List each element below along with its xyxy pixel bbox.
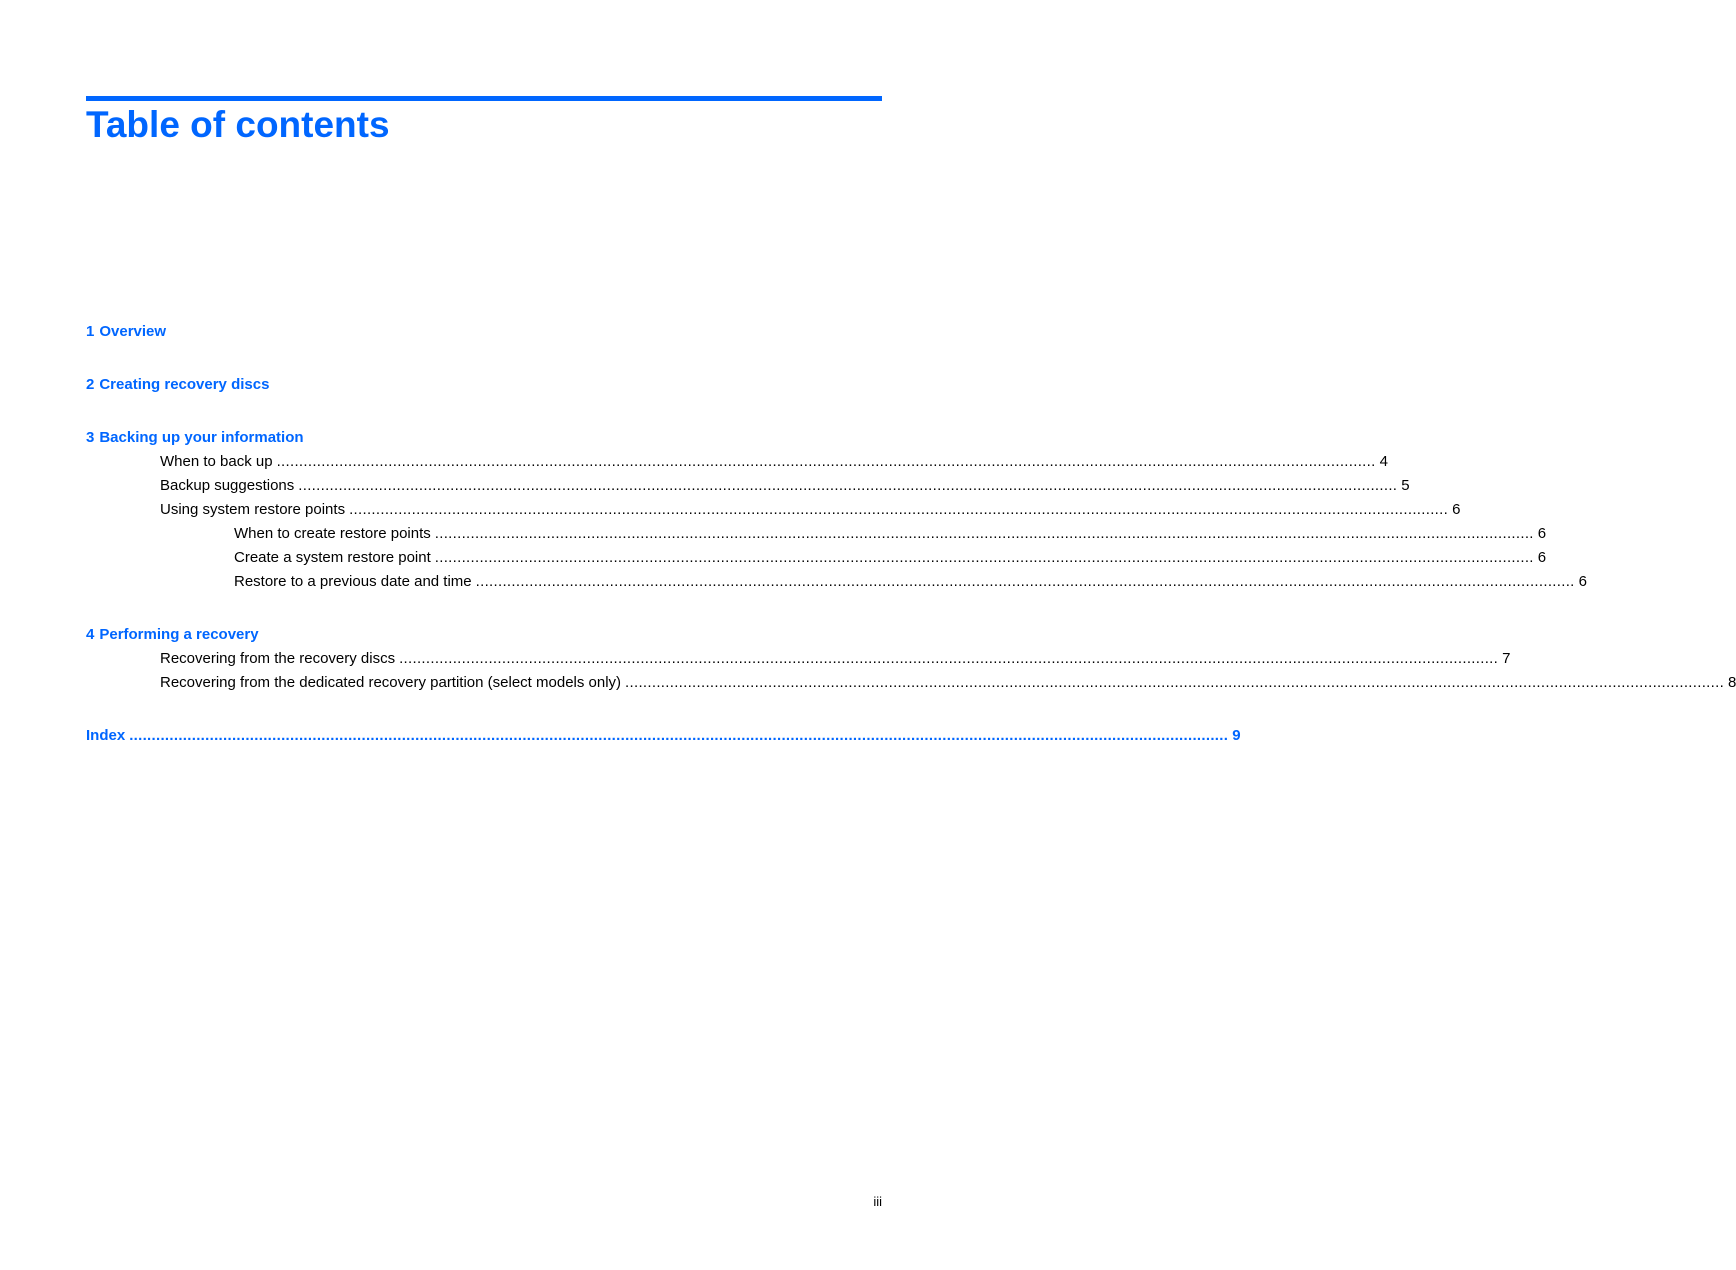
- toc-entry-index[interactable]: [86, 726, 1241, 746]
- dot-leader: ......................................................................................................................................................................................................................................................: [625, 674, 1725, 691]
- entry-page-number: 4: [1379, 453, 1388, 470]
- entry-label: Backup suggestions: [160, 477, 295, 494]
- entry-page-number: 9: [1232, 727, 1241, 744]
- entry-label: When to back up: [160, 453, 273, 470]
- entry-label: Create a system restore point: [234, 549, 431, 566]
- dot-leader: ......................................................................................................................................................................................................................................................: [434, 525, 1534, 542]
- page-title: Table of contents: [86, 104, 390, 145]
- entry-page-number: 6: [1578, 573, 1587, 590]
- toc-entry-using-system-restore-points[interactable]: [160, 500, 1461, 520]
- toc-entry-recovering-from-recovery-discs[interactable]: [160, 649, 1511, 669]
- entry-label: Restore to a previous date and time: [234, 573, 472, 590]
- entry-page-number: 5: [1401, 477, 1410, 494]
- toc-entry-when-to-back-up[interactable]: [160, 452, 1388, 472]
- dot-leader: ......................................................................................................................................................................................................................................................: [475, 573, 1575, 590]
- chapter-number: 3: [86, 429, 95, 446]
- entry-label: Recovering from the dedicated recovery partition (select models only): [160, 674, 622, 691]
- toc-chapter-performing-a-recovery[interactable]: [86, 625, 259, 645]
- toc-chapter-creating-recovery-discs[interactable]: [86, 375, 269, 395]
- page-folio: iii: [873, 1194, 882, 1209]
- toc-chapter-backing-up[interactable]: [86, 428, 304, 448]
- toc-entry-recovering-from-dedicated-partition[interactable]: [160, 673, 1736, 693]
- dot-leader: ......................................................................................................................................................................................................................................................: [276, 453, 1376, 470]
- chapter-label: Backing up your information: [99, 429, 304, 446]
- entry-label: When to create restore points: [234, 525, 431, 542]
- entry-label: Using system restore points: [160, 501, 346, 518]
- toc-chapter-overview[interactable]: [86, 322, 166, 342]
- toc-subentry-restore-to-previous-date[interactable]: [234, 572, 1587, 592]
- dot-leader: ......................................................................................................................................................................................................................................................: [298, 477, 1398, 494]
- entry-label: Recovering from the recovery discs: [160, 650, 396, 667]
- chapter-number: 1: [86, 323, 95, 340]
- entry-label: Index: [86, 727, 126, 744]
- dot-leader: ......................................................................................................................................................................................................................................................: [434, 549, 1534, 566]
- dot-leader: ......................................................................................................................................................................................................................................................: [399, 650, 1499, 667]
- chapter-number: 2: [86, 376, 95, 393]
- chapter-label: Performing a recovery: [99, 626, 259, 643]
- chapter-label: Overview: [99, 323, 167, 340]
- entry-page-number: 7: [1502, 650, 1511, 667]
- dot-leader: ......................................................................................................................................................................................................................................................: [129, 727, 1229, 744]
- dot-leader: ......................................................................................................................................................................................................................................................: [349, 501, 1449, 518]
- toc-subentry-when-to-create-restore-points[interactable]: [234, 524, 1547, 544]
- entry-page-number: 6: [1452, 501, 1461, 518]
- entry-page-number: 8: [1728, 674, 1736, 691]
- toc-entry-backup-suggestions[interactable]: [160, 476, 1410, 496]
- entry-page-number: 6: [1537, 549, 1547, 566]
- chapter-number: 4: [86, 626, 95, 643]
- toc-subentry-create-a-system-restore-point[interactable]: [234, 548, 1547, 568]
- chapter-label: Creating recovery discs: [99, 376, 270, 393]
- entry-page-number: 6: [1537, 525, 1547, 542]
